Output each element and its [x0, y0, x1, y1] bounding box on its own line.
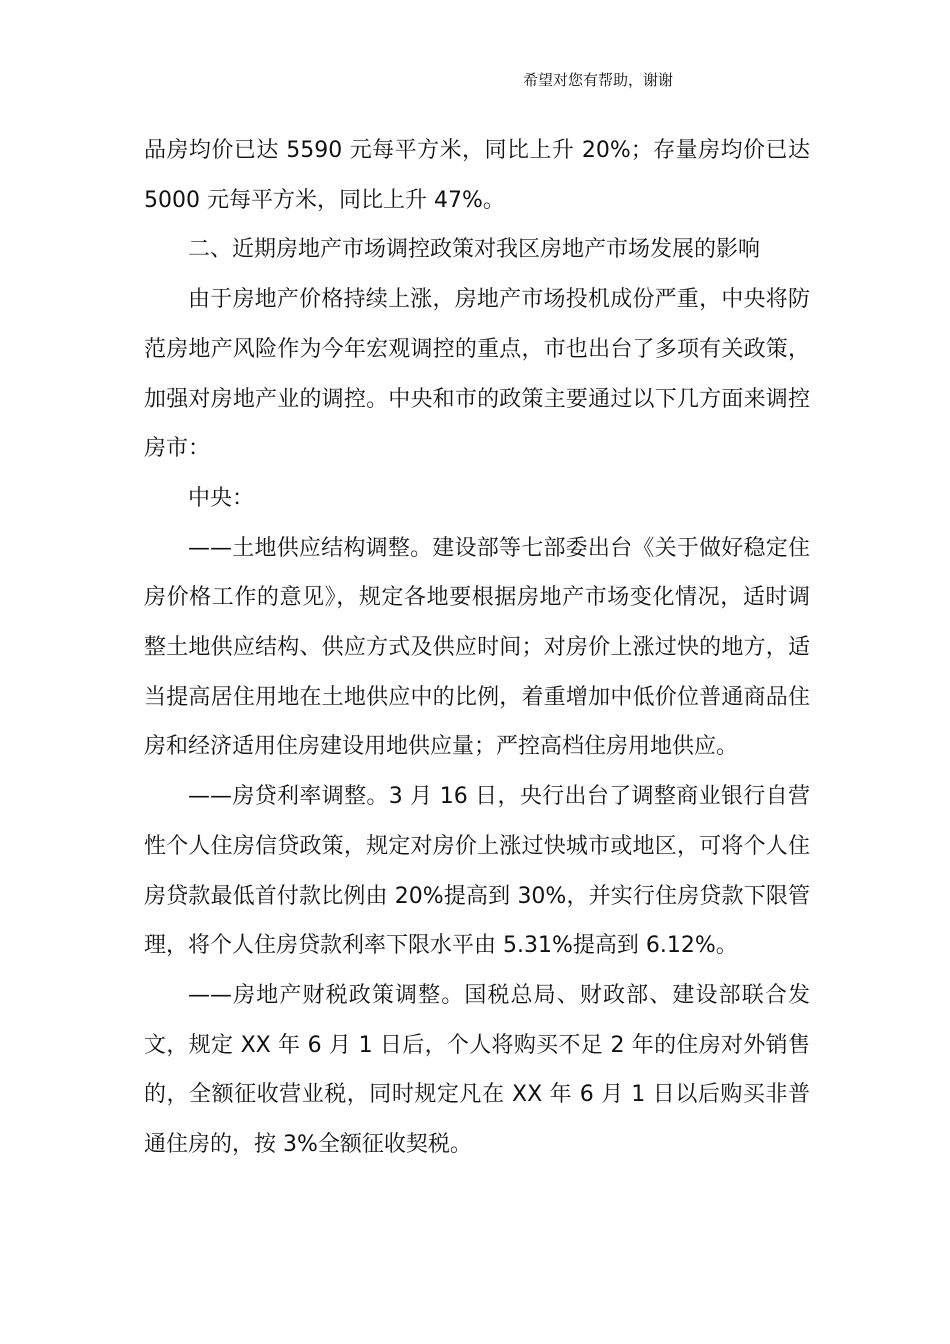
- paragraph-loan-rate: ——房贷利率调整。3 月 16 日，央行出台了调整商业银行自营性个人住房信贷政策，规定对房价上涨过快城市或地区，可将个人住房贷款最低首付款比例由 20%提高到 30%，并实行住房贷款下限管理，将个人住房贷款利率下限水平由 5.31%提高到 6.12%。: [144, 784, 810, 959]
- paragraph-price-stats: 品房均价已达 5590 元每平方米，同比上升 20%；存量房均价已达 5000 元每平方米，同比上升 47%。: [144, 138, 810, 213]
- document-body: [144, 126, 810, 1170]
- paragraph-central-label: 中央：: [188, 485, 255, 511]
- paragraph-land-supply: ——土地供应结构调整。建设部等七部委出台《关于做好稳定住房价格工作的意见》，规定各地要根据房地产市场变化情况，适时调整土地供应结构、供应方式及供应时间；对房价上涨过快的地方，适当提高居住用地在土地供应中的比例，着重增加中低价位普通商品住房和经济适用住房建设用地供应量；严控高档住房用地供应。: [144, 535, 810, 760]
- paragraph-tax-policy: ——房地产财税政策调整。国税总局、财政部、建设部联合发文，规定 XX 年 6 月 1 日后，个人将购买不足 2 年的住房对外销售的，全额征收营业税，同时规定凡在 XX 年 6 月 1 日以后购买非普通住房的，按 3%全额征收契税。: [144, 982, 810, 1158]
- paragraph-policy-intro: 由于房地产价格持续上涨，房地产市场投机成份严重，中央将防范房地产风险作为今年宏观调控的重点，市也出台了多项有关政策，加强对房地产业的调控。中央和市的政策主要通过以下几方面来调控房市：: [144, 287, 810, 462]
- header-note: 希望对您有帮助，谢谢: [522, 71, 673, 89]
- section-heading-impact: 二、近期房地产市场调控政策对我区房地产市场发展的影响: [188, 237, 761, 263]
